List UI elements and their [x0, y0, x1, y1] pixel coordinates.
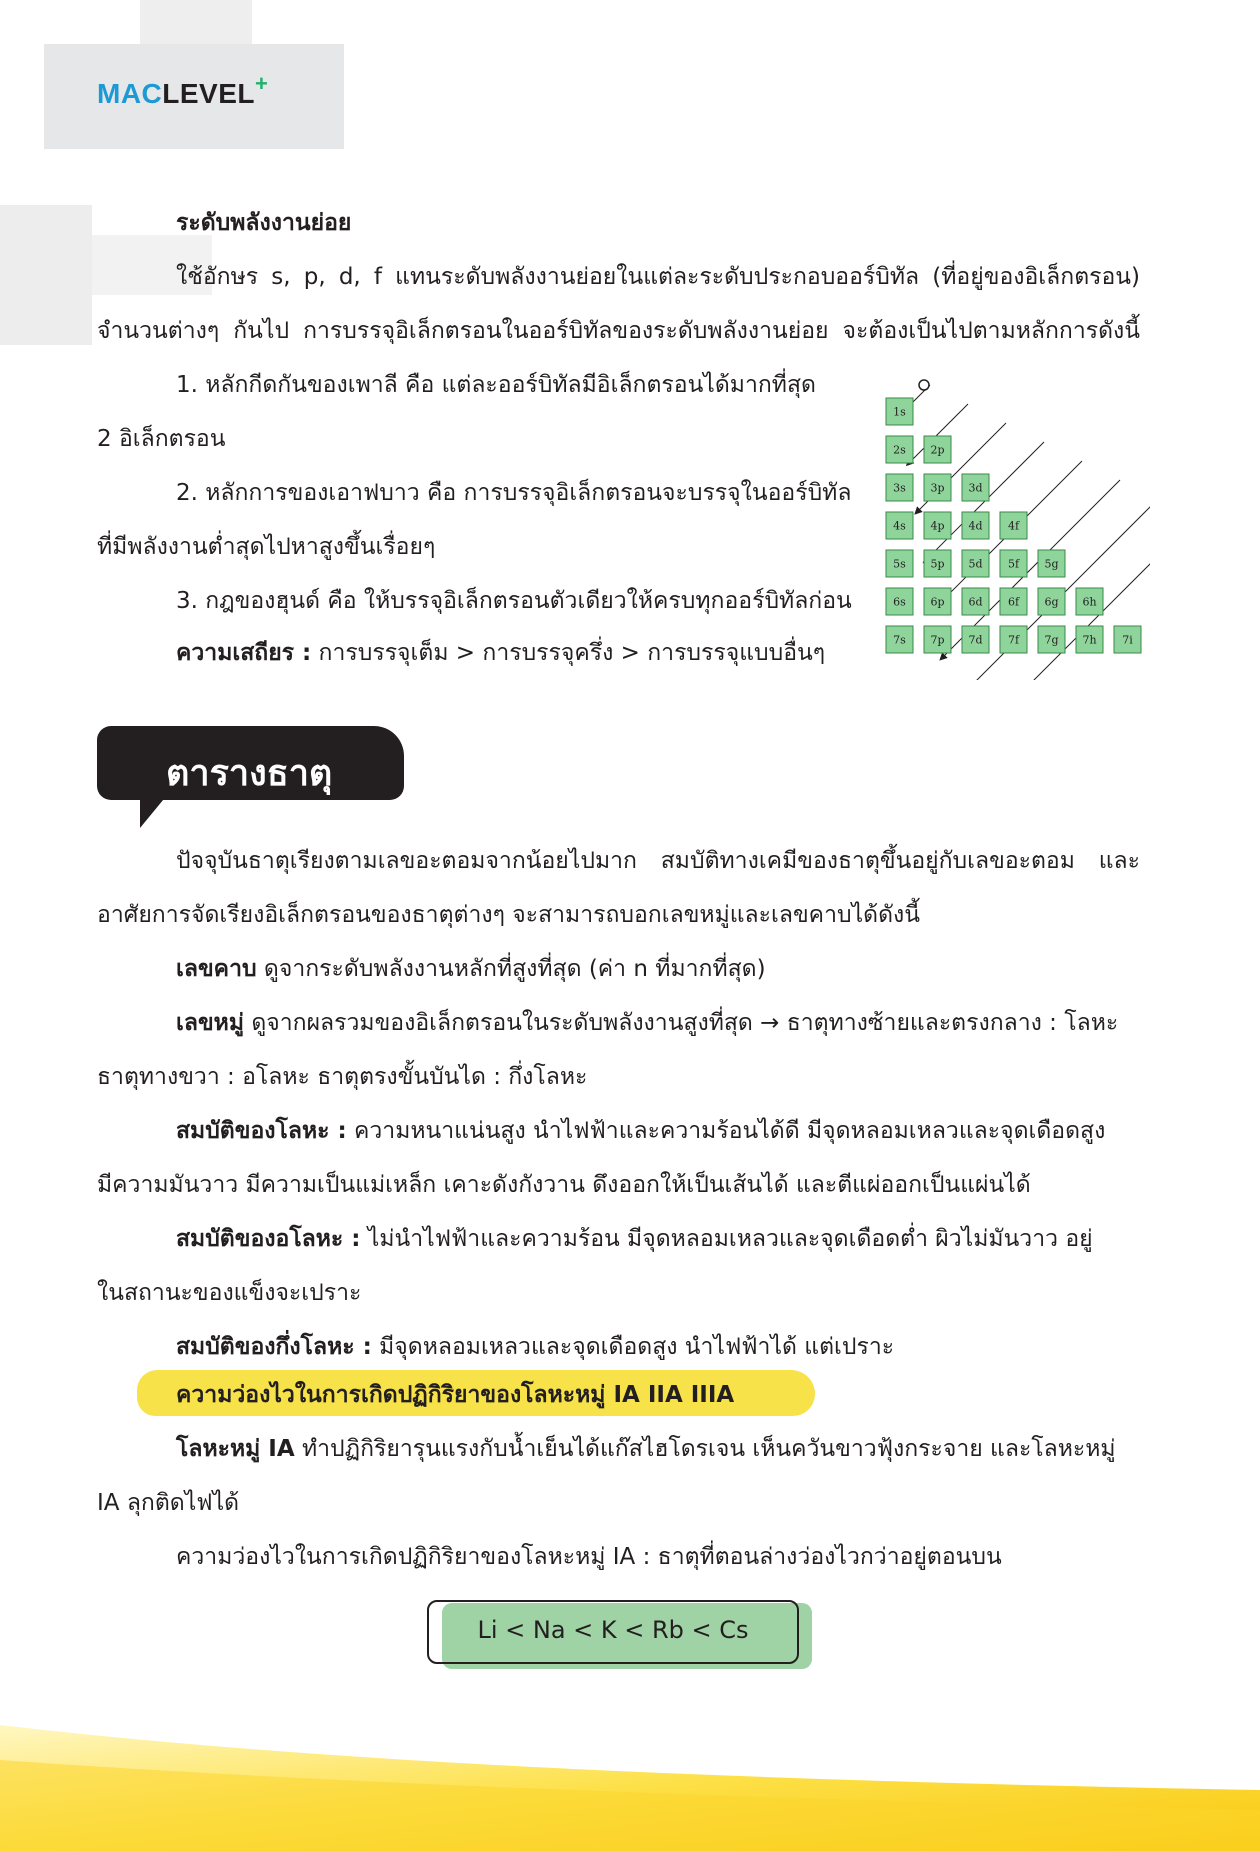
- reactivity-heading: ความว่องไวในการเกิดปฏิกิริยาของโลหะหมู่ IA IIA IIIA: [176, 1382, 735, 1408]
- rule-item: 1. หลักกีดกันของเพาลี คือ แต่ละออร์บิทัลมีอิเล็กตรอนได้มากที่สุด: [176, 372, 816, 398]
- rule-item: 3. กฎของฮุนด์ คือ ให้บรรจุอิเล็กตรอนตัวเดียวให้ครบทุกออร์บิทัลก่อน: [176, 588, 852, 614]
- bottom-wave-decoration: [0, 1700, 1260, 1851]
- paragraph: มีความมันวาว มีความเป็นแม่เหล็ก เคาะดังกังวาน ดึงออกให้เป็นเส้นได้ และตีแผ่ออกเป็นแผ่นได้: [97, 1172, 1031, 1198]
- stability-text: การบรรจุเต็ม > การบรรจุครึ่ง > การบรรจุแบบอื่นๆ: [311, 640, 826, 666]
- group-text: ดูจากผลรวมของอิเล็กตรอนในระดับพลังงานสูงที่สุด → ธาตุทางซ้ายและตรงกลาง : โลหะ: [244, 1010, 1119, 1036]
- orbital-label: 3p: [930, 481, 945, 495]
- orbital-label: 7g: [1044, 633, 1059, 647]
- paragraph: ความว่องไวในการเกิดปฏิกิริยาของโลหะหมู่ IA : ธาตุที่ตอนล่างว่องไวกว่าอยู่ตอนบน: [176, 1544, 1002, 1570]
- period-rule: [176, 954, 766, 984]
- ia-label: โลหะหมู่ IA: [176, 1436, 295, 1462]
- banner-title: ตารางธาตุ: [166, 753, 333, 794]
- nonmetal-text: ไม่นำไฟฟ้าและความร้อน มีจุดหลอมเหลวและจุดเดือดต่ำ ผิวไม่มันวาว อยู่: [360, 1226, 1093, 1252]
- period-text: ดูจากระดับพลังงานหลักที่สูงที่สุด (ค่า n ที่มากที่สุด): [256, 956, 766, 982]
- metal-properties: [176, 1116, 1105, 1146]
- orbital-label: 4s: [893, 519, 906, 533]
- diagram-start-point: [919, 380, 929, 390]
- rule-item: ที่มีพลังงานต่ำสุดไปหาสูงขึ้นเรื่อยๆ: [97, 534, 436, 560]
- group-rule: [176, 1008, 1118, 1038]
- orbital-label: 5d: [968, 557, 983, 571]
- orbital-label: 3s: [893, 481, 906, 495]
- group-label: เลขหมู่: [176, 1010, 245, 1036]
- aufbau-diagram: [850, 370, 1150, 680]
- brand-logo: [97, 71, 269, 110]
- orbital-label: 7i: [1122, 633, 1133, 647]
- nonmetal-properties: [176, 1224, 1093, 1254]
- orbital-label: 4f: [1007, 519, 1020, 533]
- paragraph: ในสถานะของแข็งจะเปราะ: [97, 1280, 362, 1306]
- orbital-label: 7p: [930, 633, 945, 647]
- rule-item: 2. หลักการของเอาฟบาว คือ การบรรจุอิเล็กตรอนจะบรรจุในออร์บิทัล: [176, 480, 852, 506]
- orbital-label: 7f: [1007, 633, 1020, 647]
- ia-description: [176, 1434, 1116, 1464]
- paragraph: IA ลุกติดไฟได้: [97, 1490, 240, 1516]
- orbital-label: 3d: [968, 481, 983, 495]
- paragraph: ใช้อักษร s, p, d, f แทนระดับพลังงานย่อยในแต่ละระดับประกอบออร์บิทัล (ที่อยู่ของอิเล็กตรอน): [176, 264, 1140, 290]
- ia-text: ทำปฏิกิริยารุนแรงกับน้ำเย็นได้แก๊สไฮโดรเจน เห็นควันขาวฟุ้งกระจาย และโลหะหมู่: [294, 1436, 1116, 1462]
- orbital-label: 7h: [1082, 633, 1097, 647]
- orbital-label: 5s: [893, 557, 906, 571]
- metalloid-label: สมบัติของกึ่งโลหะ :: [176, 1334, 372, 1360]
- paragraph: อาศัยการจัดเรียงอิเล็กตรอนของธาตุต่างๆ จะสามารถบอกเลขหมู่และเลขคาบได้ดังนี้: [97, 902, 920, 928]
- metal-text: ความหนาแน่นสูง นำไฟฟ้าและความร้อนได้ดี มีจุดหลอมเหลวและจุดเดือดสูง: [346, 1118, 1106, 1144]
- orbital-label: 5p: [930, 557, 945, 571]
- banner-tail: [140, 794, 168, 828]
- decor-square: [0, 205, 92, 345]
- logo-plus: +: [255, 71, 269, 96]
- orbital-label: 6s: [893, 595, 906, 609]
- metalloid-text: มีจุดหลอมเหลวและจุดเดือดสูง นำไฟฟ้าได้ แต่เปราะ: [371, 1334, 895, 1360]
- metal-label: สมบัติของโลหะ :: [176, 1118, 347, 1144]
- paragraph: ธาตุทางขวา : อโลหะ ธาตุตรงขั้นบันได : กึ่งโลหะ: [97, 1064, 588, 1090]
- orbital-label: 6h: [1082, 595, 1097, 609]
- orbital-label: 5g: [1044, 557, 1059, 571]
- logo-mac: MAC: [97, 78, 163, 109]
- decor-square: [140, 0, 252, 44]
- metalloid-properties: [176, 1332, 894, 1362]
- orbital-label: 2p: [930, 443, 945, 457]
- paragraph: จำนวนต่างๆ กันไป การบรรจุอิเล็กตรอนในออร์บิทัลของระดับพลังงานย่อย จะต้องเป็นไปตามหลักการดังนี้: [97, 318, 1140, 344]
- orbital-label: 6d: [968, 595, 983, 609]
- stability-label: ความเสถียร :: [176, 640, 312, 666]
- orbital-label: 7s: [893, 633, 906, 647]
- orbital-label: 4d: [968, 519, 983, 533]
- period-label: เลขคาบ: [176, 956, 257, 982]
- reactivity-formula: Li < Na < K < Rb < Cs: [477, 1616, 749, 1644]
- stability-line: [176, 638, 825, 668]
- nonmetal-label: สมบัติของอโลหะ :: [176, 1226, 361, 1252]
- orbital-label: 4p: [930, 519, 945, 533]
- paragraph: ปัจจุบันธาตุเรียงตามเลขอะตอมจากน้อยไปมาก สมบัติทางเคมีของธาตุขึ้นอยู่กับเลขอะตอม และ: [176, 848, 1140, 874]
- orbital-label: 1s: [893, 405, 906, 419]
- orbital-label: 6f: [1007, 595, 1020, 609]
- orbital-label: 6p: [930, 595, 945, 609]
- section-heading: ระดับพลังงานย่อย: [176, 210, 352, 236]
- rule-item: 2 อิเล็กตรอน: [97, 426, 226, 452]
- orbital-label: 6g: [1044, 595, 1059, 609]
- orbital-label: 5f: [1007, 557, 1020, 571]
- orbital-label: 7d: [968, 633, 983, 647]
- logo-level: LEVEL: [162, 78, 255, 109]
- orbital-label: 2s: [893, 443, 906, 457]
